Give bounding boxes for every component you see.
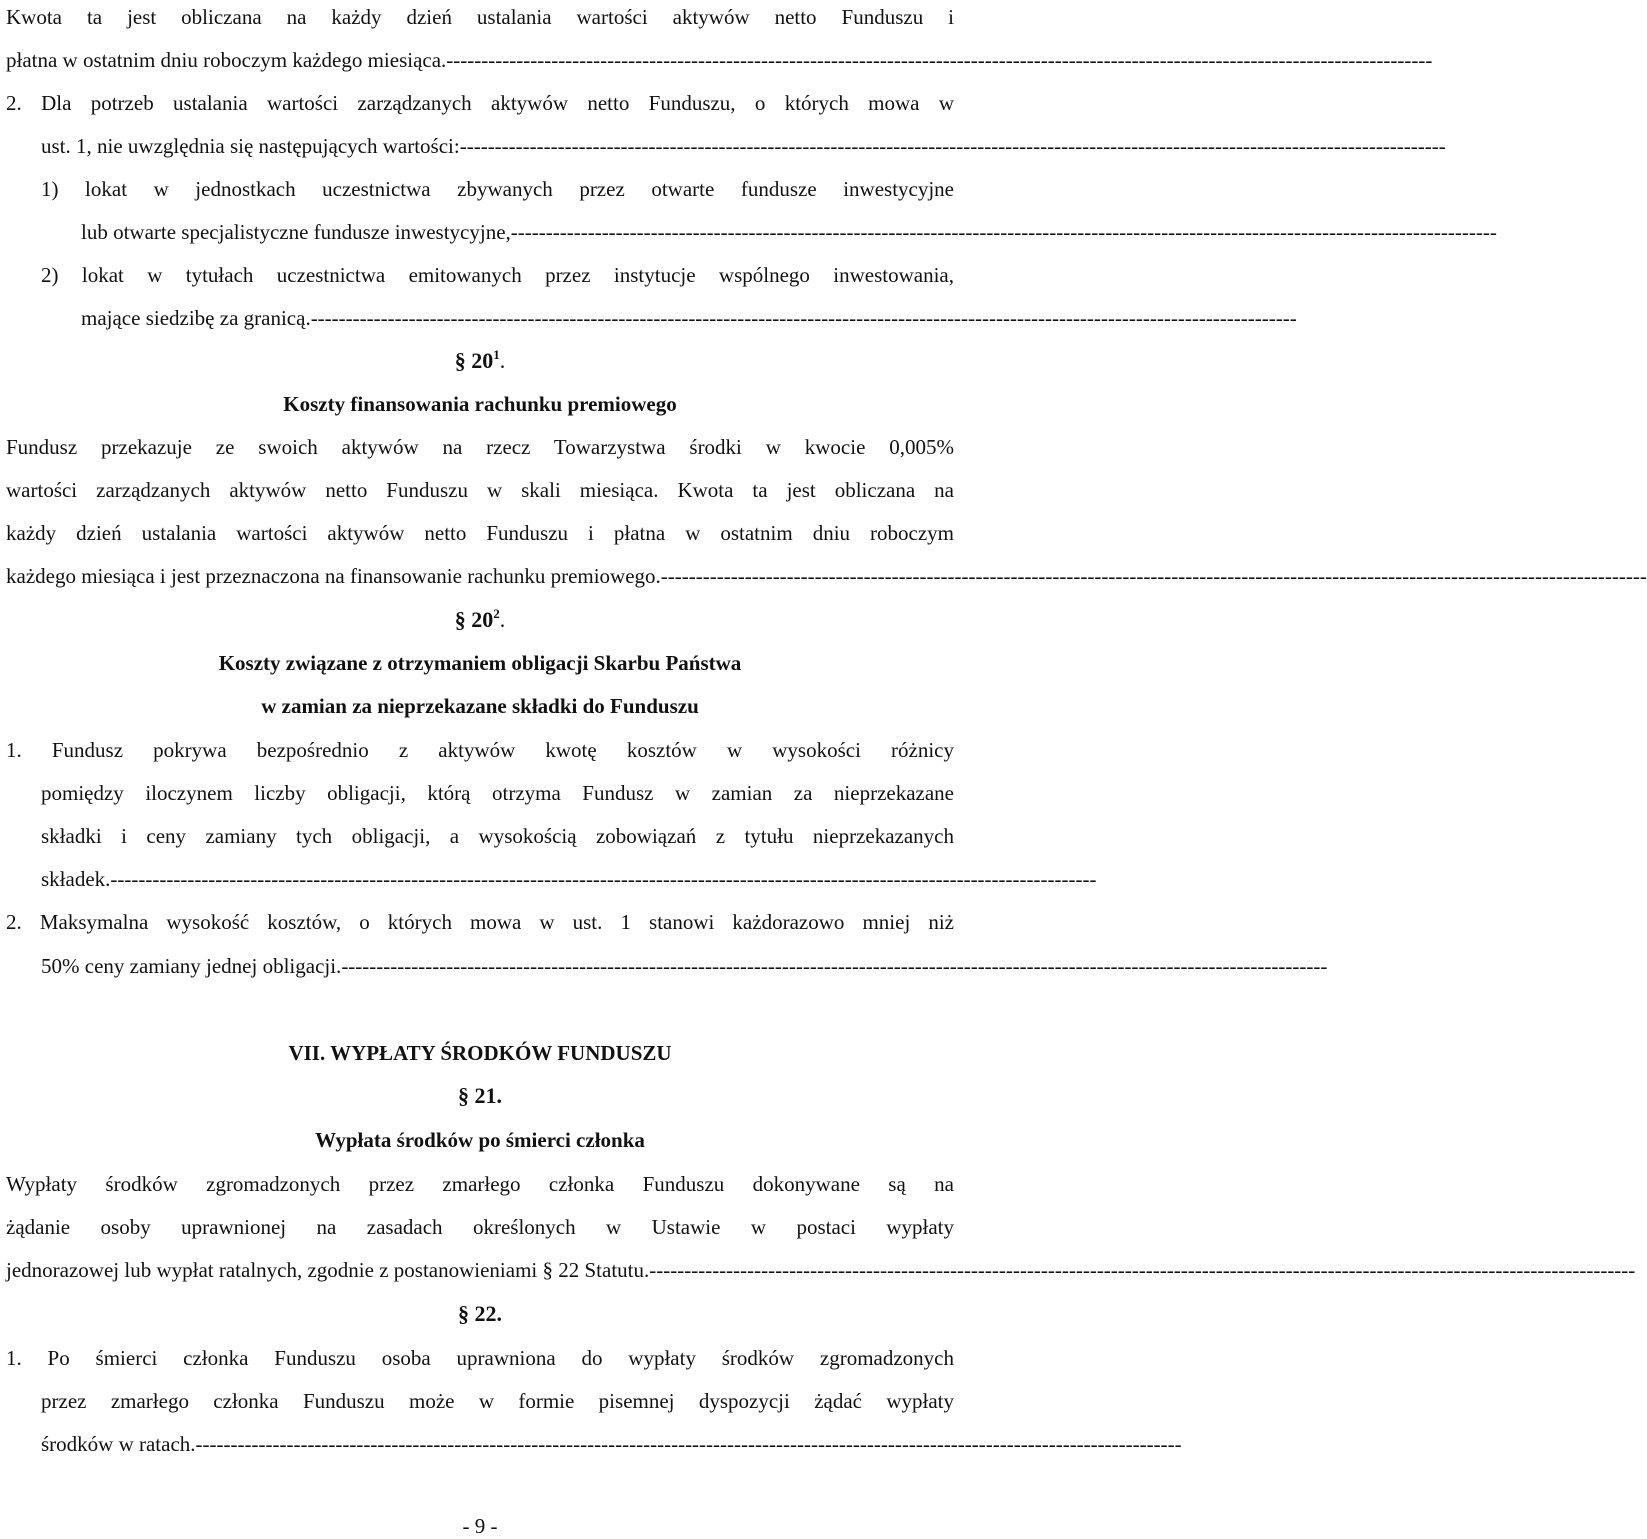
paragraph-line: 2. Maksymalna wysokość kosztów, o których mowa w ust. 1 stanowi każdorazowo mniej niż — [6, 910, 954, 934]
line-text: 50% ceny zamiany jednej obligacji. — [41, 954, 342, 978]
dash-filler: --------------------------------------------------------------------------------------------------------------------------------------------- — [510, 220, 1497, 244]
paragraph-line: żądanie osoby uprawnionej na zasadach określonych w Ustawie w postaci wypłaty — [6, 1215, 954, 1239]
section-heading: Koszty finansowania rachunku premiowego — [283, 392, 677, 416]
paragraph-line — [6, 1257, 1636, 1283]
paragraph-line: wartości zarządzanych aktywów netto Funduszu w skali miesiąca. Kwota ta jest obliczana na — [6, 478, 954, 502]
paragraph-line: każdy dzień ustalania wartości aktywów netto Funduszu i płatna w ostatnim dniu roboczym — [6, 521, 954, 545]
list-item-line: 1) lokat w jednostkach uczestnictwa zbywanych przez otwarte fundusze inwestycyjne — [41, 177, 954, 201]
section-number — [0, 607, 960, 633]
paragraph-line: pomiędzy iloczynem liczby obligacji, którą otrzyma Fundusz w zamian za nieprzekazane — [41, 781, 954, 805]
paragraph-line — [41, 953, 1328, 979]
paragraph-line — [41, 133, 1446, 159]
list-item-line: 2) lokat w tytułach uczestnictwa emitowanych przez instytucje wspólnego inwestowania, — [41, 263, 954, 287]
dash-filler: --------------------------------------------------------------------------------------------------------------------------------------------- — [446, 48, 1433, 72]
section-number: § 22. — [458, 1301, 502, 1326]
line-text: ust. 1, nie uwzględnia się następujących wartości: — [41, 134, 460, 158]
paragraph-line: Kwota ta jest obliczana na każdy dzień ustalania wartości aktywów netto Funduszu i — [6, 5, 954, 29]
section-dot: . — [499, 348, 506, 373]
dash-filler: --------------------------------------------------------------------------------------------------------------------------------------------- — [195, 1432, 1182, 1456]
dash-filler: --------------------------------------------------------------------------------------------------------------------------------------------- — [459, 134, 1446, 158]
section-number: § 21. — [458, 1083, 502, 1108]
line-text: jednorazowej lub wypłat ratalnych, zgodnie z postanowieniami § 22 Statutu. — [6, 1258, 650, 1282]
list-item-line — [81, 219, 1497, 245]
paragraph-line: składki i ceny zamiany tych obligacji, a wysokością zobowiązań z tytułu nieprzekazanych — [41, 824, 954, 848]
dash-filler: --------------------------------------------------------------------------------------------------------------------------------------------- — [310, 306, 1297, 330]
paragraph-line: 2. Dla potrzeb ustalania wartości zarządzanych aktywów netto Funduszu, o których mowa w — [6, 91, 954, 115]
list-item-line — [81, 305, 1297, 331]
paragraph-line: 1. Po śmierci członka Funduszu osoba uprawniona do wypłaty środków zgromadzonych — [6, 1346, 954, 1370]
section-heading: w zamian za nieprzekazane składki do Funduszu — [261, 694, 699, 718]
paragraph-line — [6, 47, 1433, 73]
page-number: - 9 - — [462, 1514, 498, 1538]
paragraph-line — [41, 1431, 1182, 1457]
section-label: § 20 — [454, 348, 494, 373]
section-number — [0, 348, 960, 374]
section-superscript: 1 — [493, 347, 500, 362]
line-text: lub otwarte specjalistyczne fundusze inwestycyjne, — [81, 220, 511, 244]
line-text: mające siedzibę za granicą. — [81, 306, 311, 330]
paragraph-line: Fundusz przekazuje ze swoich aktywów na rzecz Towarzystwa środki w kwocie 0,005% — [6, 435, 954, 459]
section-heading: Wypłata środków po śmierci członka — [315, 1128, 645, 1152]
line-text: każdego miesiąca i jest przeznaczona na finansowanie rachunku premiowego. — [6, 564, 661, 588]
line-text: środków w ratach. — [41, 1432, 196, 1456]
paragraph-line: przez zmarłego członka Funduszu może w formie pisemnej dyspozycji żądać wypłaty — [41, 1389, 954, 1413]
paragraph-line — [6, 563, 1647, 589]
dash-filler: --------------------------------------------------------------------------------------------------------------------------------------------- — [341, 954, 1328, 978]
paragraph-line: 1. Fundusz pokrywa bezpośrednio z aktywów kwotę kosztów w wysokości różnicy — [6, 738, 954, 762]
chapter-title: VII. WYPŁATY ŚRODKÓW FUNDUSZU — [288, 1041, 672, 1065]
section-dot: . — [499, 607, 506, 632]
dash-filler: --------------------------------------------------------------------------------------------------------------------------------------------- — [660, 564, 1647, 588]
paragraph-line — [41, 866, 1097, 892]
line-text: składek. — [41, 867, 111, 891]
paragraph-line: Wypłaty środków zgromadzonych przez zmarłego członka Funduszu dokonywane są na — [6, 1172, 954, 1196]
dash-filler: --------------------------------------------------------------------------------------------------------------------------------------------- — [649, 1258, 1636, 1282]
section-label: § 20 — [454, 607, 494, 632]
line-text: płatna w ostatnim dniu roboczym każdego miesiąca. — [6, 48, 447, 72]
section-heading: Koszty związane z otrzymaniem obligacji Skarbu Państwa — [218, 651, 742, 675]
section-superscript: 2 — [493, 606, 500, 621]
dash-filler: --------------------------------------------------------------------------------------------------------------------------------------------- — [110, 867, 1097, 891]
